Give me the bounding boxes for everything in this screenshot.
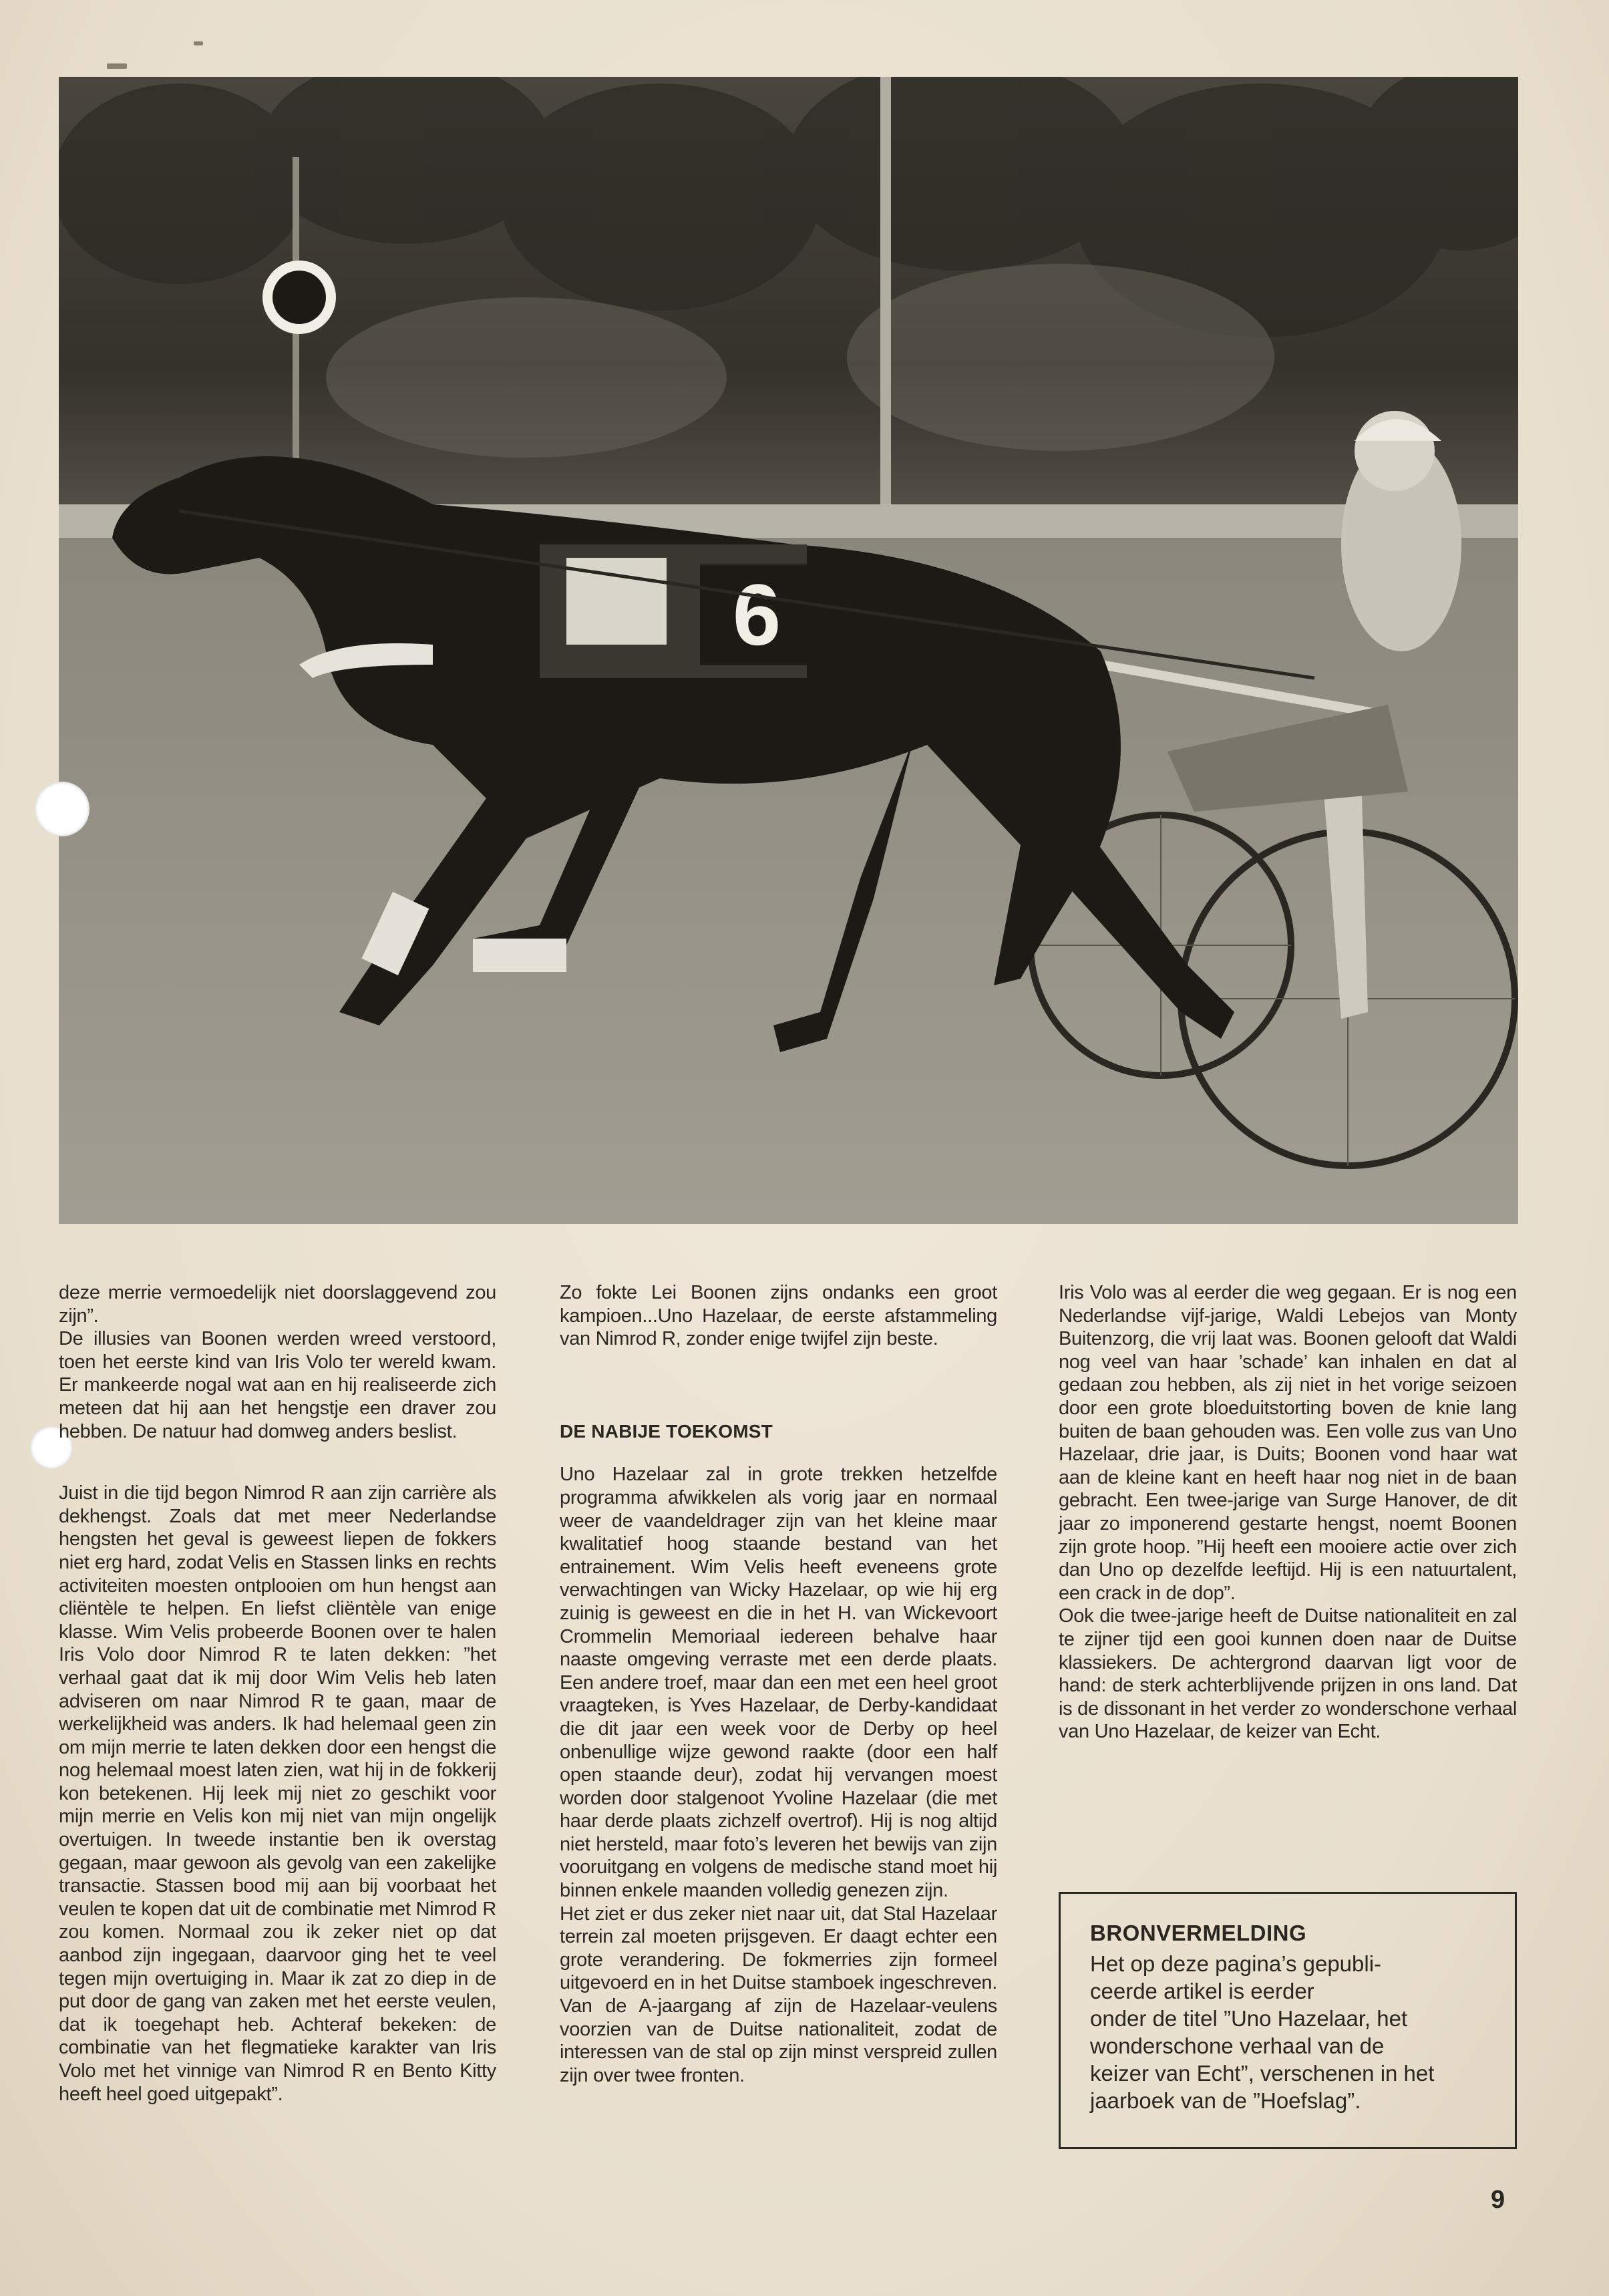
article-column-right — [1059, 1281, 1517, 1744]
paragraph: Uno Hazelaar zal in grote trekken hetzelfde programma afwikkelen als vorig jaar en normaal weer de vaandeldrager zijn van het kleine maar kwalitatief hoog staande bestand van het entrainement. Wim Velis heeft eveneens grote verwachtingen van Wicky Hazelaar, op wie hij erg zuinig is geweest en die in het H. van Wickevoort Crommelin Memoriaal iedereen behalve haar naaste omgeving verraste met een derde plaats. Een andere troef, maar dan een met een heel groot vraagteken, is Yves Hazelaar, de Derby-kandidaat die dit jaar een week voor de Derby op heel onbenullige wijze gewond raakte (door een half open staande deur), zodat hij vervangen moest worden door stalgenoot Yvoline Hazelaar (die met haar derde plaats zichzelf overtrof). Hij is nog altijd niet hersteld, maar foto’s leveren het bewijs van zijn vooruitgang en volgens de medische stand moet hij binnen enkele maanden volledig genezen zijn. — [560, 1464, 997, 1902]
article-column-middle — [560, 1281, 997, 2087]
source-credit-line: ceerde artikel is eerder — [1090, 1979, 1314, 2003]
paragraph: Zo fokte Lei Boonen zijns ondanks een groot kampioen...Uno Hazelaar, de eerste afstammeling van Nimrod R, zonder enige twijfel zijn beste. — [560, 1282, 997, 1350]
page-number: 9 — [1491, 2186, 1505, 2214]
paragraph: De illusies van Boonen werden wreed verstoord, toen het eerste kind van Iris Volo ter wereld kwam. Er mankeerde nogal wat aan en hij realiseerde zich meteen dat hij aan het hengstje een draver zou hebben. De natuur had domweg anders beslist. — [59, 1328, 496, 1442]
source-credit-line: wonderschone verhaal van de — [1090, 2033, 1385, 2058]
paper-speck — [107, 63, 127, 69]
punch-hole-left-margin — [35, 782, 90, 836]
paragraph: Juist in die tijd begon Nimrod R aan zijn carrière als dekhengst. Zoals dat met meer Nederlandse hengsten het geval is geweest liepen de fokkers niet erg hard, zodat Velis en Stassen links en rechts activiteiten moesten ontplooien om hun hengst aan cliëntèle te helpen. En liefst cliëntèle van enige klasse. Wim Velis probeerde Boonen over te halen Iris Volo door Nimrod R te laten dekken: ”het verhaal gaat dat ik mij door Wim Velis heb laten adviseren om naar Nimrod R te gaan, maar de werkelijkheid was anders. Ik had helemaal geen zin om mijn merrie te laten dekken door een hengst die nog helemaal moest laten zien, wat hij in de fokkerij kon betekenen. Hij leek mij niet zo geschikt voor mijn merrie en Velis kon mij niet van mijn ongelijk overtuigen. In tweede instantie ben ik overstag gegaan, maar gewoon als gevolg van een zakelijke transactie. Stassen bood mij aan bij voorbaat het veulen te kopen dat uit de combinatie met Nimrod R zou komen. Normaal zou ik zeker niet op dat aanbod zijn ingegaan, daarvoor ging het te veel tegen mijn overtuiging in. Maar ik zat zo diep in de put door de gang van zaken met het eerste veulen, dat ik toegehapt heb. Achteraf bekeken: de combinatie van het flegmatieke karakter van Iris Volo met het vinnige van Nimrod R en Bento Kitty heeft heel goed uitgepakt”. — [59, 1482, 496, 2105]
source-credit-title: BRONVERMELDING — [1090, 1921, 1307, 1945]
source-credit-line: Het op deze pagina’s gepubli- — [1090, 1951, 1382, 1976]
harness-racing-photo — [59, 77, 1518, 1224]
source-credit-line: jaarboek van de ”Hoefslag”. — [1090, 2088, 1361, 2113]
source-credit-line: onder de titel ”Uno Hazelaar, het — [1090, 2006, 1408, 2031]
paper-speck — [194, 41, 203, 45]
article-column-left — [59, 1281, 496, 2106]
saddlecloth-number: 6 — [732, 566, 781, 663]
paragraph: Het ziet er dus zeker niet naar uit, dat Stal Hazelaar terrein zal moeten prijsgeven. Er daagt echter een grote verandering. De fokmerries zijn formeel uitgevoerd en in het Duitse stamboek ingeschreven. Van de A-jaargang af zijn de Hazelaar-veulens voorzien van de Duitse nationaliteit, zodat de interessen van de stal op zijn minst verspreid zullen zijn over twee fronten. — [560, 1903, 997, 2086]
paragraph: Ook die twee-jarige heeft de Duitse nationaliteit en zal te zijner tijd een gooi kunnen doen naar de Duitse klassiekers. De achtergrond daarvan ligt voor de hand: de sterk achterblijvende prijzen in ons land. Dat is de dissonant in het verder zo wonderschone verhaal van Uno Hazelaar, de keizer van Echt. — [1059, 1605, 1517, 1743]
paragraph: deze merrie vermoedelijk niet doorslaggevend zou zijn”. — [59, 1282, 496, 1327]
section-heading: DE NABIJE TOEKOMST — [560, 1420, 773, 1442]
horse-and-sulky-photo-icon — [59, 77, 1518, 1224]
source-credit-line: keizer van Echt”, verschenen in het — [1090, 2061, 1435, 2086]
paragraph: Iris Volo was al eerder die weg gegaan. Er is nog een Nederlandse vijf-jarige, Waldi Lebejos van Monty Buitenzorg, die vrij laat was. Boonen gelooft dat Waldi nog veel van haar ’schade’ kan inhalen en dat al gedaan zou hebben, als zij niet in het vorige seizoen door een grote bloeduitstorting boven de knie lang buiten de baan gehouden was. Een volle zus van Uno Hazelaar, drie jaar, is Duits; Boonen vond haar wat aan de kleine kant en heeft haar nog niet in de baan gebracht. Een twee-jarige van Surge Hanover, de dit jaar zo imponerend gestarte hengst, noemt Boonen zijn grote hoop. ”Hij heeft een mooiere actie over zich dan Uno op dezelfde leeftijd. Hij is een natuurtalent, een crack in de dop”. — [1059, 1282, 1517, 1604]
source-credit-box — [1059, 1892, 1517, 2149]
